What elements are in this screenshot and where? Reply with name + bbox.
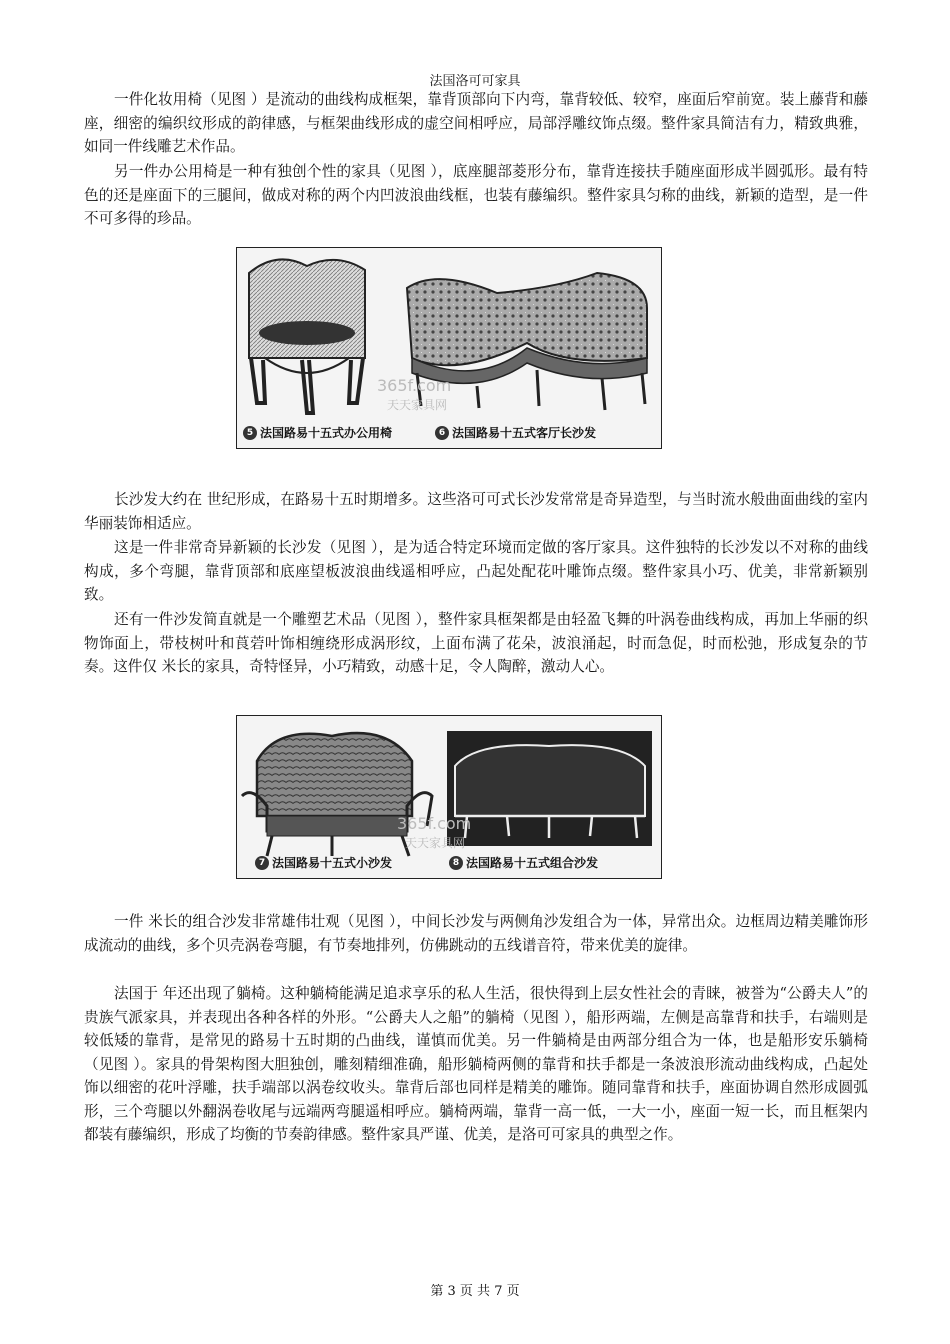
number-badge: 8 bbox=[449, 856, 463, 870]
watermark-subtext: 天天家具网 bbox=[405, 836, 466, 850]
furniture-illustration bbox=[237, 248, 661, 448]
paragraph-unusual-sofa: 这是一件非常奇异新颖的长沙发（见图 ），是为适合特定环境而定做的客厅家具。这件独特的长沙发以不对称的曲线构成，多个弯腿，靠背顶部和底座望板波浪曲线遥相呼应，凸起处配花叶雕饰点缀。整件家具小巧、优美，非常新颖别致。 bbox=[84, 539, 868, 603]
page-header: 法国洛可可家具 bbox=[429, 74, 521, 89]
figure-label-8 bbox=[449, 854, 598, 871]
figure-chair-and-sofa bbox=[236, 247, 662, 449]
paragraph-office-chair: 另一件办公用椅是一种有独创个性的家具（见图 ），底座腿部菱形分布，靠背连接扶手随座面形成半圆弧形。最有特色的还是座面下的三腿间，做成对称的两个内凹波浪曲线框，也装有藤编织。整件家具匀称的曲线，新颖的造型，是一件不可多得的珍品。 bbox=[84, 163, 868, 227]
watermark-subtext: 天天家具网 bbox=[387, 398, 448, 412]
watermark-text: 365f.com bbox=[397, 814, 472, 833]
paragraph-chaise-longue: 法国于 年还出现了躺椅。这种躺椅能满足追求享乐的私人生活，很快得到上层女性社会的青睐，被誉为“公爵夫人”的贵族气派家具，并表现出各种各样的外形。“公爵夫人之船”的躺椅（见图 ），船形两端，左侧是高靠背和扶手，右端则是较低矮的靠背，是常见的路易十五时期的凸曲线，谨慎而优美。另一件躺椅是由两部分组合为一体，也是船形安乐躺椅（见图 ）。家具的骨架构图大胆独创，雕刻精细准确，船形躺椅两侧的靠背和扶手都是一条波浪形流动曲线构成，凸起处饰以细密的花叶浮雕，扶手端部以涡卷纹收头。靠背后部也同样是精美的雕饰。随同靠背和扶手，座面协调自然形成圆弧形，三个弯腿以外翻涡卷收尾与远端两弯腿遥相呼应。躺椅两端，靠背一高一低，一大一小，座面一短一长，而且框架内都装有藤编织，形成了均衡的节奏韵律感。整件家具严谨、优美，是洛可可家具的典型之作。 bbox=[84, 985, 868, 1143]
caption-office-chair: 法国路易十五式办公用椅 bbox=[260, 426, 393, 440]
figure-small-and-set-sofa bbox=[236, 715, 662, 879]
number-badge: 5 bbox=[243, 426, 257, 440]
caption-set-sofa: 法国路易十五式组合沙发 bbox=[466, 856, 599, 870]
number-badge: 6 bbox=[435, 426, 449, 440]
figure-label-6 bbox=[435, 424, 596, 441]
paragraph-dressing-chair: 一件化妆用椅（见图 ）是流动的曲线构成框架，靠背顶部向下内弯，靠背较低、较窄，座面后窄前宽。装上藤背和藤座，细密的编织纹形成的韵律感，与框架曲线形成的虚空间相呼应，局部浮雕纹饰点缀。整件家具简洁有力，精致典雅，如同一件线雕艺术作品。 bbox=[84, 91, 868, 155]
caption-living-room-sofa: 法国路易十五式客厅长沙发 bbox=[452, 426, 597, 440]
paragraph-long-sofa: 长沙发大约在 世纪形成，在路易十五时期增多。这些洛可可式长沙发常常是奇异造型，与当时流水般曲面曲线的室内华丽装饰相适应。 bbox=[84, 491, 868, 532]
set-sofa-drawing bbox=[447, 731, 652, 846]
paragraph-sculptural-sofa: 还有一件沙发简直就是一个雕塑艺术品（见图 ），整件家具框架都是由轻盈飞舞的叶涡卷曲线构成，再加上华丽的织物饰面上，带枝树叶和莨菪叶饰相缠绕形成涡形纹，上面布满了花朵，波浪涌起，时而急促，时而松弛，形成复杂的节奏。这件仅 米长的家具，奇特怪异，小巧精致，动感十足，令人陶醉，激动人心。 bbox=[84, 611, 868, 675]
figure-label-5 bbox=[243, 424, 392, 441]
caption-small-sofa: 法国路易十五式小沙发 bbox=[272, 856, 393, 870]
paragraph-set-sofa: 一件 米长的组合沙发非常雄伟壮观（见图 ），中间长沙发与两侧角沙发组合为一体，异常出众。边框周边精美雕饰形成流动的曲线，多个贝壳涡卷弯腿，有节奏地排列，仿佛跳动的五线谱音符，带来优美的旋律。 bbox=[84, 913, 868, 954]
page-number: 第 3 页 共 7 页 bbox=[430, 1284, 520, 1299]
office-chair-drawing bbox=[249, 259, 365, 413]
number-badge: 7 bbox=[255, 856, 269, 870]
figure-label-7 bbox=[255, 854, 392, 871]
watermark-text: 365f.com bbox=[377, 376, 452, 395]
small-sofa-drawing bbox=[242, 733, 432, 856]
